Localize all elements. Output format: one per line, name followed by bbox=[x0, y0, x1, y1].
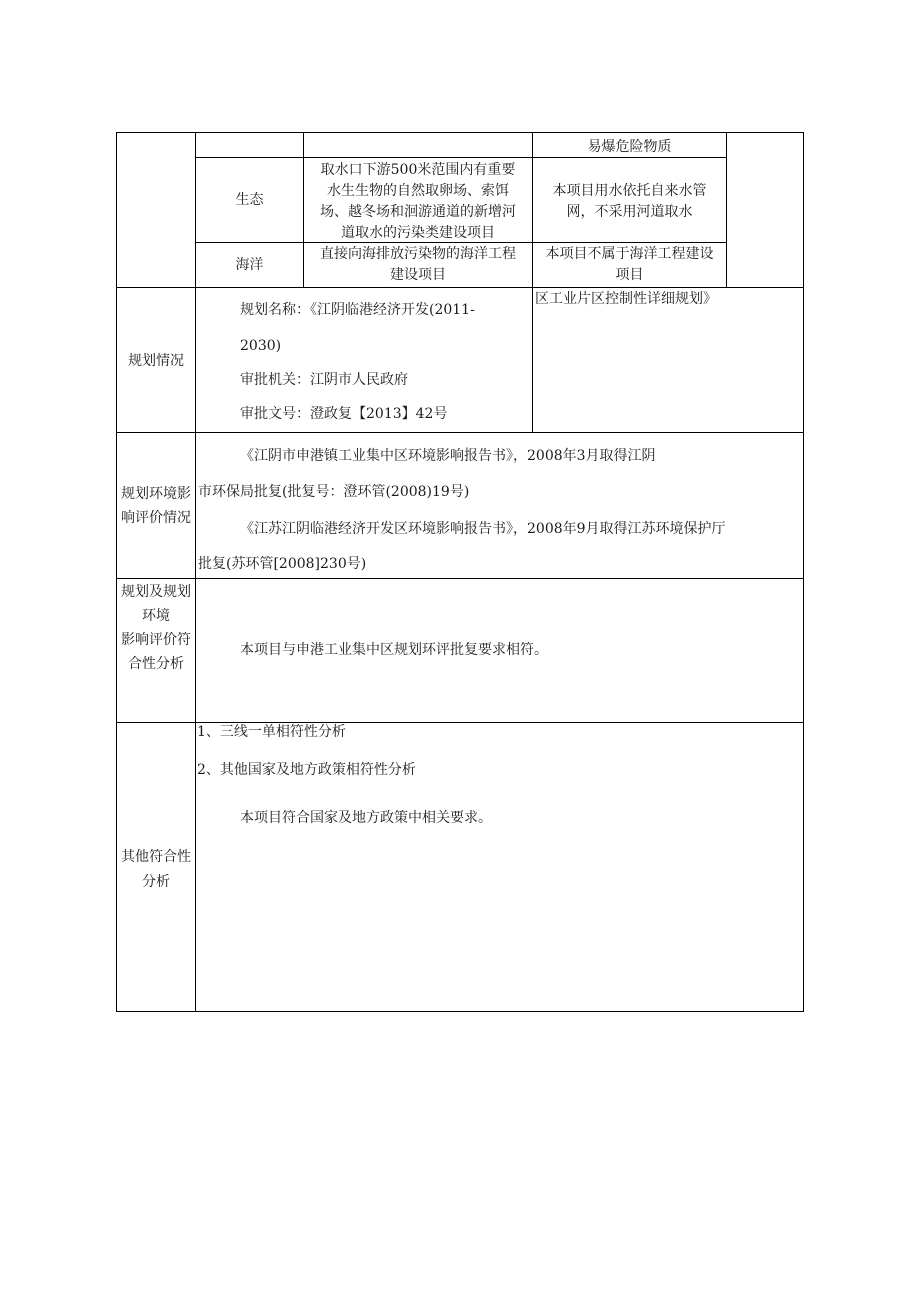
planning-name-continued: 区工业片区控制性详细规划》 bbox=[535, 291, 717, 307]
rule-bottom bbox=[116, 1011, 804, 1012]
conformity-label-line: 环境 bbox=[142, 608, 170, 624]
conformity-label-line: 规划及规划 bbox=[121, 584, 191, 600]
rule-right bbox=[803, 132, 804, 1012]
ocean-criteria-line: 直接向海排放污染物的海洋工程 bbox=[320, 246, 516, 262]
other-label-line: 分析 bbox=[142, 874, 170, 890]
rule-top bbox=[116, 132, 804, 133]
other-text: 本项目符合国家及地方政策中相关要求。 bbox=[240, 810, 492, 826]
ecology-result-line: 本项目用水依托自来水管 bbox=[552, 183, 707, 199]
rule-planning-bottom bbox=[116, 432, 804, 433]
ocean-criteria-line: 建设项目 bbox=[390, 267, 446, 283]
ecology-criteria-line: 取水口下游500米范围内有重要 bbox=[320, 162, 516, 178]
planning-eia-line2: 市环保局批复(批复号：澄环管(2008)19号) bbox=[198, 484, 470, 500]
ocean-result-line: 本项目不属于海洋工程建设 bbox=[545, 246, 714, 262]
conformity-label-line: 影响评价符 bbox=[121, 632, 191, 648]
ecology-criteria-line: 场、越冬场和洄游通道的新增河 bbox=[320, 204, 516, 220]
planning-document-no: 审批文号：澄政复【2013】42号 bbox=[240, 406, 448, 422]
rule-side-col bbox=[726, 132, 727, 287]
planning-eia-label-line: 规划环境影 bbox=[121, 486, 191, 502]
ocean-category: 海洋 bbox=[235, 257, 264, 273]
ecology-criteria-line: 道取水的污染类建设项目 bbox=[341, 225, 495, 241]
ecology-category: 生态 bbox=[235, 192, 264, 208]
ecology-result-line: 网，不采用河道取水 bbox=[566, 204, 693, 220]
hazard-result: 易爆危险物质 bbox=[587, 139, 672, 155]
conformity-text: 本项目与申港工业集中区规划环评批复要求相符。 bbox=[240, 642, 548, 658]
planning-eia-label-line: 响评价情况 bbox=[121, 510, 191, 526]
planning-label: 规划情况 bbox=[128, 353, 184, 369]
other-item-2: 2、其他国家及地方政策相符性分析 bbox=[197, 762, 416, 778]
conformity-label-line: 合性分析 bbox=[128, 656, 184, 672]
planning-authority: 审批机关：江阴市人民政府 bbox=[240, 372, 408, 388]
planning-eia-line3: 《江苏江阴临港经济开发区环境影响报告书》，2008年9月取得江苏环境保护厅 bbox=[240, 521, 726, 537]
planning-name-line2: 2030) bbox=[240, 338, 282, 354]
other-item-1: 1、三线一单相符性分析 bbox=[197, 724, 346, 740]
planning-eia-line1: 《江阴市申港镇工业集中区环境影响报告书》，2008年3月取得江阴 bbox=[240, 448, 656, 464]
other-label-line: 其他符合性 bbox=[121, 849, 191, 865]
rule-eia-bottom bbox=[116, 578, 804, 579]
ocean-result-line: 项目 bbox=[615, 267, 644, 283]
planning-name-line1: 规划名称：《江阴临港经济开发(2011- bbox=[240, 302, 475, 318]
ecology-criteria-line: 水生生物的自然取卵场、索饵 bbox=[327, 183, 509, 199]
planning-eia-line4: 批复(苏环管[2008]230号) bbox=[198, 556, 367, 572]
